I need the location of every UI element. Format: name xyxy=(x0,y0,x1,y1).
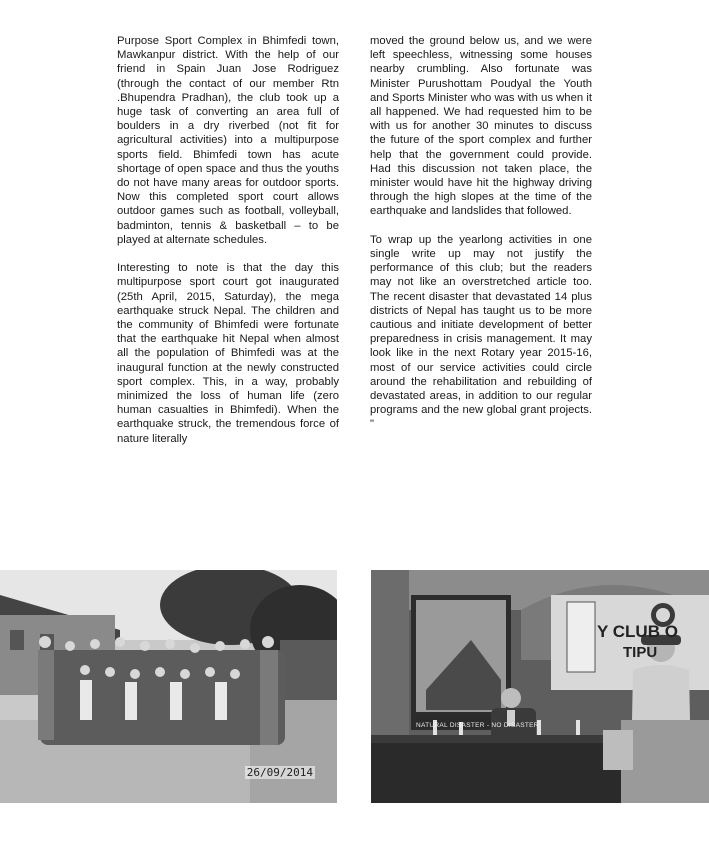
group-photo xyxy=(0,570,337,803)
presentation-photo xyxy=(371,570,709,803)
banner-text: Y CLUB O xyxy=(597,622,678,641)
slide-caption: NATURAL DISASTER - NO DISASTER xyxy=(416,722,539,729)
photo-date-stamp: 26/09/2014 xyxy=(246,766,313,779)
article-paragraph: moved the ground below us, and we were left speechless, witnessing some houses nearby crumbling. Also fortunate was Minister Purushottam Poudyal the Youth and Sports Minister who was with us when it all happened. We had requested him to be with us for another 30 minutes to discuss the future of the sport complex and further help that the government could provide. Had this discussion not taken place, the minister would have hit the highway driving through the high slopes at the time of the earthquake and landslides that followed. xyxy=(370,35,592,218)
article-paragraph: To wrap up the yearlong activities in one single write up may not justify the performance of this club; but the readers may not like an overstretched article too. The recent disaster that devastated 14 plus districts of Nepal has taught us to be more cautious and initiate development of better preparedness in crisis management. It may look like in the next Rotary year 2015-16, most of our service activities could circle around the rehabilitation and rebuilding of devastated areas, in addition to our regular programs and the new global grant projects. " xyxy=(370,233,592,431)
article-column-right xyxy=(370,34,592,446)
banner-text: TIPU xyxy=(623,644,658,661)
presentation-photo-image xyxy=(371,570,709,803)
article-column-left xyxy=(117,34,339,460)
article-paragraph: Interesting to note is that the day this multipurpose sport court got inaugurated (25th April, 2015, Saturday), the mega earthquake struck Nepal. The children and the community of Bhimfedi were fortunate that the earthquake hit Nepal when almost all the population of Bhimfedi was at the inaugural function at the newly constructed sport complex. This, in a way, probably minimized the loss of human life (zero human casualties in Bhimfedi). When the earthquake struck, the tremendous force of nature literally xyxy=(117,262,339,445)
article-paragraph: Purpose Sport Complex in Bhimfedi town, Mawkanpur district. With the help of our friend in Spain Juan Jose Rodriguez (through the contact of our member Rtn .Bhupendra Pradhan), the club took up a huge task of converting an area full of boulders in a dry riverbed (not fit for agricultural activities) into a multipurpose sports field. Bhimfedi town has acute shortage of open space and thus the youths do not have many areas for outdoor sports. Now this completed sport court allows outdoor games such as football, volleyball, badminton, tennis & basketball – to be played at alternate schedules. xyxy=(117,35,339,246)
